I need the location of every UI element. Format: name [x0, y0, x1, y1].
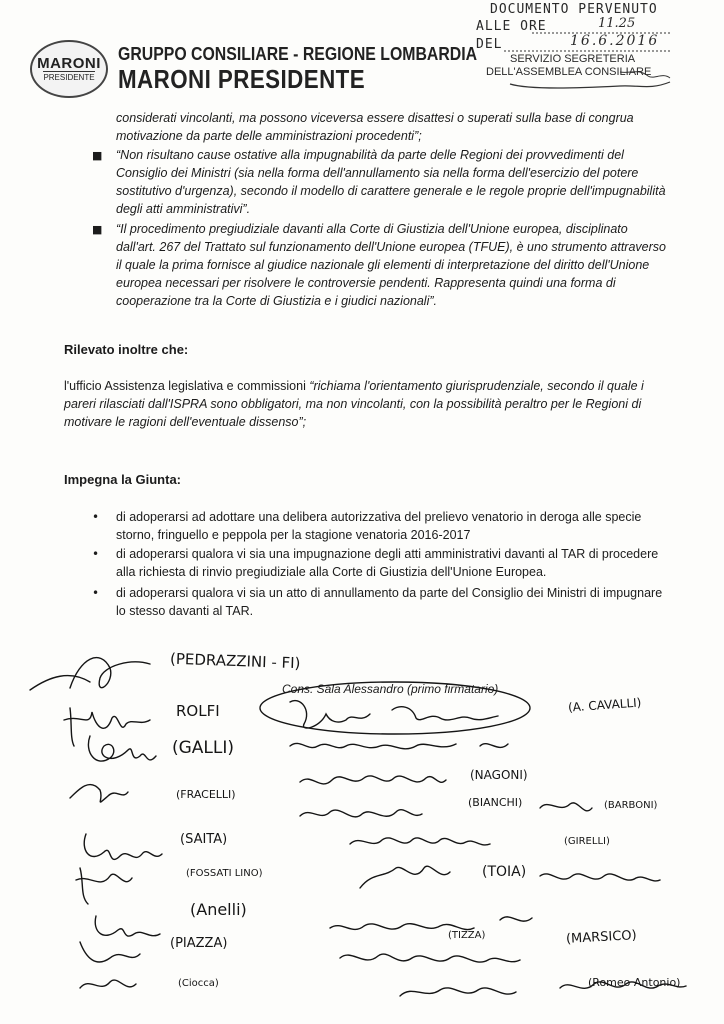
impegna-item — [116, 545, 676, 581]
impegna-item — [116, 584, 676, 620]
stamp-line-4: SERVIZIO SEGRETERIA — [510, 53, 636, 65]
text-line: degli atti amministrativi”. — [116, 202, 251, 216]
text-line: Consiglio dei Ministri (sia nella forma dell'annullamento sia nella forma dell'esercizio del potere — [116, 166, 639, 180]
bullet-paragraph — [116, 146, 666, 218]
party-title: MARONI PRESIDENTE — [118, 64, 366, 94]
continuation-paragraph — [116, 109, 656, 145]
bullet-icon: ■ — [92, 149, 103, 162]
text-line: il quale la prima fornisce al giudice nazionale gli elementi di interpretazione del diritto dell'Unione — [116, 258, 650, 272]
logo-text-sub: PRESIDENTE — [43, 73, 95, 82]
group-title: GRUPPO CONSILIARE - REGIONE LOMBARDIA — [118, 44, 478, 64]
text-line: lo stesso davanti al TAR. — [116, 604, 254, 618]
stamp-time: 11.25 — [598, 16, 636, 31]
signatory-name: (SAITA) — [180, 832, 228, 847]
text-line: sostitutivo d'urgenza), secondo il modello di carattere generale e le regole proprie dell'impugnabilità — [116, 184, 666, 198]
bullet-icon: ■ — [92, 223, 103, 236]
continuation-line: motivazione da parte delle amministrazioni procedenti”; — [116, 129, 422, 143]
text-line — [64, 375, 664, 395]
text-italic: “richiama l'orientamento giurisprudenziale, secondo il quale i — [309, 379, 644, 393]
bullet-icon: • — [92, 586, 100, 600]
impegna-heading: Impegna la Giunta: — [64, 472, 182, 487]
signatory-name: (MARSICO) — [565, 928, 638, 947]
bullet-paragraph — [116, 220, 666, 310]
first-signatory-label: Cons. Sala Alessandro (primo firmatario) — [282, 682, 499, 696]
rilevato-paragraph — [64, 375, 664, 431]
text-line: europea necessari per risolvere le controversie pendenti. Rappresenta quindi una forma di — [116, 276, 616, 290]
signatory-name: (BIANCHI) — [468, 796, 523, 809]
signatory-name: (GIRELLI) — [564, 836, 610, 847]
signatory-name: ROLFI — [176, 702, 220, 720]
text-plain: l'ufficio Assistenza legislativa e commissioni — [64, 379, 310, 393]
text-line: dall'art. 267 del Trattato sul funzionamento dell'Unione europea (TFUE), è uno strumento attraverso — [116, 240, 666, 254]
stamp-line-3: DEL — [476, 37, 503, 52]
text-line: “Il procedimento pregiudiziale davanti alla Corte di Giustizia dell'Unione europea, disciplinato — [116, 222, 628, 236]
signatory-name: (NAGONI) — [470, 768, 528, 782]
text-line: pareri rilasciati dall'ISPRA sono obbligatori, ma non vincolanti, con la possibilità peraltro per le Regioni di — [64, 397, 642, 411]
text-line: “Non risultano cause ostative alla impugnabilità da parte delle Regioni dei provvedimenti del — [116, 148, 624, 162]
bullet-icon: • — [92, 547, 100, 561]
text-line: cooperazione tra la Corte di Giustizia e i giudici nazionali”. — [116, 294, 437, 308]
signatory-name: (BARBONI) — [604, 800, 658, 811]
maroni-presidente-logo — [30, 40, 108, 98]
text-line: di adoperarsi ad adottare una delibera autorizzativa del prelievo venatorio in deroga alle specie — [116, 510, 642, 524]
reception-stamp — [470, 2, 680, 92]
continuation-line: considerati vincolanti, ma possono viceversa essere disattesi o superati sulla base di congrua — [116, 111, 634, 125]
stamp-date: 16.6.2016 — [570, 33, 660, 49]
stamp-line-5: DELL'ASSEMBLEA CONSILIARE — [486, 66, 652, 78]
signatory-name: (TIZZA) — [448, 930, 486, 941]
signatory-name: (Ciocca) — [178, 978, 219, 989]
text-line: storno, fringuello e peppola per la stagione venatoria 2016-2017 — [116, 528, 471, 542]
text-line: di adoperarsi qualora vi sia un atto di annullamento da parte del Consiglio dei Ministri di impugnare — [116, 586, 663, 600]
signatory-name: (FOSSATI LINO) — [186, 868, 263, 879]
bullet-icon: • — [92, 510, 100, 524]
signatory-name: (PEDRAZZINI - FI) — [169, 649, 301, 673]
signatory-name: (A. CAVALLI) — [567, 695, 642, 715]
signatory-name: (PIAZZA) — [170, 936, 228, 951]
signatory-name: (Romeo Antonio) — [588, 976, 681, 989]
stamp-line-1: DOCUMENTO PERVENUTO — [490, 2, 658, 17]
text-line: di adoperarsi qualora vi sia una impugnazione degli atti amministrativi davanti al TAR di procedere — [116, 547, 659, 561]
signatory-name: (TOIA) — [482, 864, 527, 880]
signatory-name: (Anelli) — [190, 900, 247, 919]
text-line: motivare le ragioni dell'eventuale dissenso”; — [64, 415, 307, 429]
rilevato-heading: Rilevato inoltre che: — [64, 342, 189, 357]
signatory-name: (FRACELLI) — [176, 788, 236, 801]
logo-text-main: MARONI — [37, 55, 101, 72]
signatory-name: (GALLI) — [172, 738, 235, 758]
impegna-item — [116, 508, 676, 544]
stamp-line-2: ALLE ORE — [476, 19, 547, 34]
text-line: alla richiesta di rinvio pregiudiziale alla Corte di Giustizia dell'Unione Europea. — [116, 565, 547, 579]
